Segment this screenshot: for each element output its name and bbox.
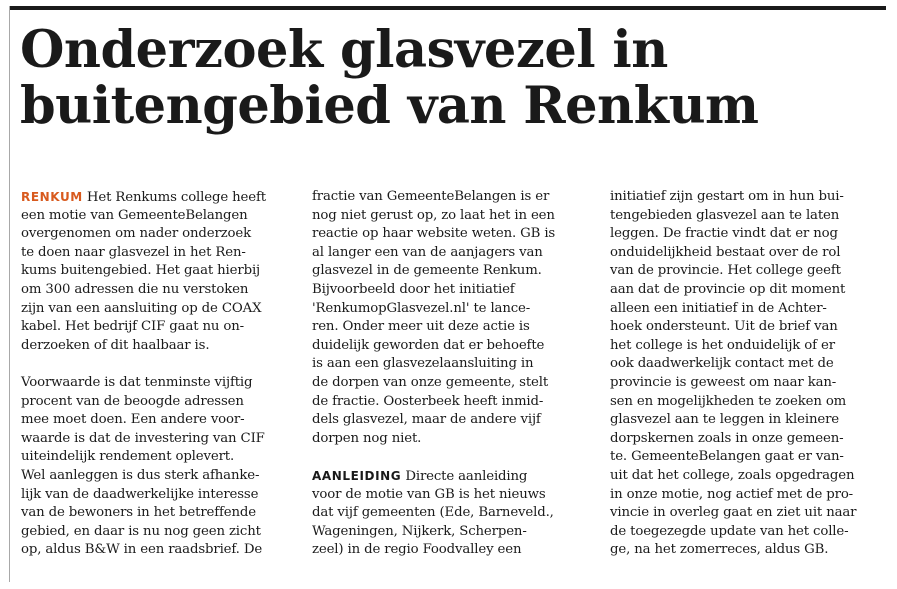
top-rule — [10, 6, 886, 10]
left-rule — [9, 6, 10, 582]
text-line: sen en mogelijkheden te zoeken om — [610, 393, 847, 409]
text-line: overgenomen om nader onderzoek — [21, 226, 252, 242]
text-line: aan dat de provincie op dit moment — [610, 281, 846, 297]
text-line: kums buitengebied. Het gaat hierbij — [21, 263, 261, 279]
text-line: lijk van de daadwerkelijke interesse — [21, 486, 259, 502]
headline-line: Onderzoek glasvezel in — [20, 20, 668, 80]
text-line: onduidelijkheid bestaat over de rol — [610, 244, 841, 260]
text-line: nog niet gerust op, zo laat het in een — [312, 207, 555, 223]
text-line: tengebieden glasvezel aan te laten — [610, 207, 840, 223]
text-line: de dorpen van onze gemeente, stelt — [312, 374, 549, 390]
text-line: alleen een initiatief in de Achter- — [610, 300, 827, 316]
text-line: provincie is geweest om naar kan- — [610, 374, 837, 390]
text-line: dels glasvezel, maar de andere vijf — [312, 412, 541, 428]
text-line: al langer een van de aanjagers van — [312, 244, 543, 260]
kicker-renkum: RENKUM — [21, 190, 83, 204]
headline — [20, 22, 880, 134]
text-line: Voorwaarde is dat tenminste vijftig — [21, 374, 253, 390]
text-line: uiteindelijk rendement oplevert. — [21, 449, 235, 465]
text-line: te. GemeenteBelangen gaat er van- — [610, 449, 844, 465]
text-line: Wel aanleggen is dus sterk afhanke- — [21, 467, 260, 483]
text-line: een motie van GemeenteBelangen — [21, 207, 248, 223]
text-line: initiatief zijn gestart om in hun bui- — [610, 189, 844, 204]
text-line: voor de motie van GB is het nieuws — [312, 486, 546, 502]
text-line: Bijvoorbeeld door het initiatief — [312, 281, 515, 297]
text-line: de toegezegde update van het colle- — [610, 523, 849, 539]
text-line: om 300 adressen die nu verstoken — [21, 281, 249, 297]
text-line: is aan een glasvezelaansluiting in — [312, 356, 534, 372]
text-line: kabel. Het bedrijf CIF gaat nu on- — [21, 319, 245, 335]
headline-line: buitengebied van Renkum — [20, 76, 759, 136]
text-line: ook daadwerkelijk contact met de — [610, 356, 834, 372]
text-line: van de provincie. Het college geeft — [610, 263, 841, 279]
article-column-1 — [21, 188, 291, 560]
text-line — [312, 467, 582, 486]
text-line: dorpskernen zoals in onze gemeen- — [610, 430, 844, 446]
text-line: 'RenkumopGlasvezel.nl' te lance- — [312, 300, 531, 316]
text-line: te doen naar glasvezel in het Ren- — [21, 244, 246, 260]
text-line: zeel) in de regio Foodvalley een — [312, 542, 522, 558]
text-line: Wageningen, Nijkerk, Scherpen- — [312, 523, 527, 539]
text-line: uit dat het college, zoals opgedragen — [610, 467, 855, 483]
text-line: glasvezel aan te leggen in kleinere — [610, 412, 840, 428]
article-column-3 — [610, 188, 880, 560]
text-line: reactie op haar website weten. GB is — [312, 226, 556, 242]
text-line: van de bewoners in het betreffende — [21, 505, 256, 521]
text-line-rest: Directe aanleiding — [401, 468, 528, 484]
text-line: mee moet doen. Een andere voor- — [21, 412, 245, 428]
text-line: duidelijk geworden dat er behoefte — [312, 337, 545, 353]
paragraph-gap — [21, 355, 291, 374]
text-line: ren. Onder meer uit deze actie is — [312, 319, 530, 335]
text-line: gebied, en daar is nu nog geen zicht — [21, 523, 261, 539]
article-column-2 — [312, 188, 582, 560]
paragraph-gap — [312, 448, 582, 467]
text-line: dorpen nog niet. — [312, 430, 422, 446]
text-line: hoek ondersteunt. Uit de brief van — [610, 319, 838, 335]
text-line: zijn van een aansluiting op de COAX — [21, 300, 262, 316]
text-line: derzoeken of dit haalbaar is. — [21, 337, 210, 353]
text-line-rest: Het Renkums college heeft — [82, 190, 266, 205]
text-line — [21, 188, 291, 207]
text-line: procent van de beoogde adressen — [21, 393, 244, 409]
text-line: vincie in overleg gaat en ziet uit naar — [610, 505, 857, 521]
text-line: in onze motie, nog actief met de pro- — [610, 486, 854, 502]
text-line: ge, na het zomerreces, aldus GB. — [610, 542, 829, 558]
text-line: fractie van GemeenteBelangen is er — [312, 189, 550, 204]
kicker-aanleiding: AANLEIDING — [312, 468, 402, 483]
text-line: glasvezel in de gemeente Renkum. — [312, 263, 542, 279]
text-line: op, aldus B&W in een raadsbrief. De — [21, 542, 263, 558]
text-line: de fractie. Oosterbeek heeft inmid- — [312, 393, 544, 409]
text-line: het college is het onduidelijk of er — [610, 337, 835, 353]
text-line: waarde is dat de investering van CIF — [21, 430, 265, 446]
text-line: dat vijf gemeenten (Ede, Barneveld., — [312, 505, 554, 521]
text-line: leggen. De fractie vindt dat er nog — [610, 226, 838, 242]
